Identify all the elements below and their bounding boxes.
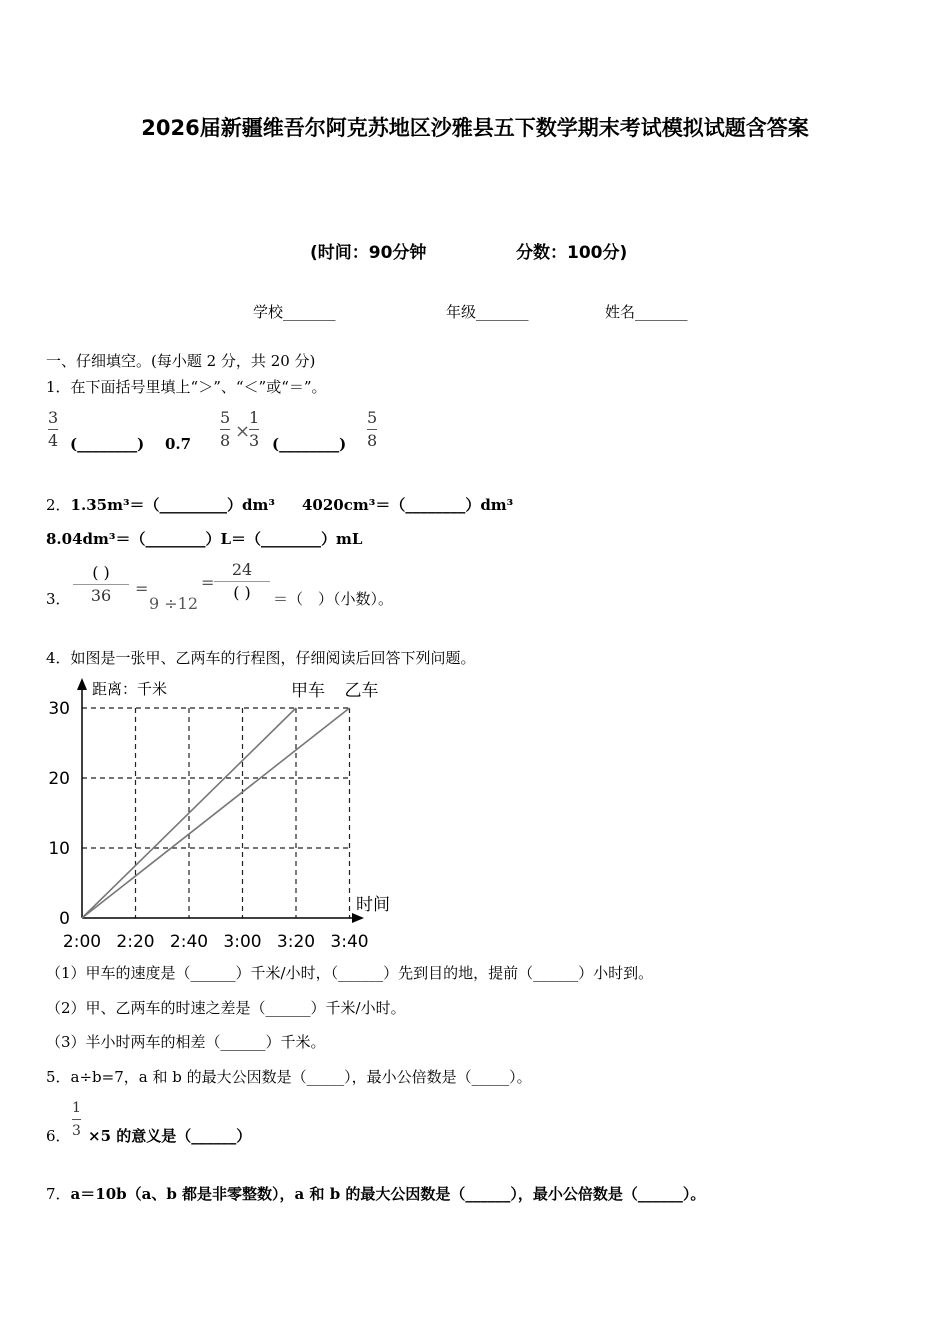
question-number: 5． <box>46 1068 71 1086</box>
y-tick-label: 20 <box>48 769 70 789</box>
series-line-2 <box>82 708 350 918</box>
exam-time: (时间：90分钟 <box>310 243 427 263</box>
value-0-7: 0.7 <box>165 435 192 453</box>
x-tick-label: 2:40 <box>169 932 209 952</box>
denominator: 4 <box>48 431 59 450</box>
x-tick-label: 3:20 <box>276 932 316 952</box>
equals-sign: = <box>135 579 149 598</box>
fraction-5-8: 5 8 <box>220 408 231 450</box>
series-label-1: 甲车 <box>291 681 325 701</box>
x-axis-label: 时间 <box>356 895 390 915</box>
answer-blank[interactable]: (________) <box>272 435 347 453</box>
fraction-24-blank: 24 ( ) <box>214 561 270 602</box>
x-tick-label: 3:40 <box>330 932 369 952</box>
question-text: ×5 的意义是（______） <box>88 1127 252 1145</box>
division-expression: 9 ÷12 <box>149 594 199 613</box>
question-number: 6． <box>46 1127 71 1145</box>
y-tick-label: 10 <box>48 839 70 859</box>
question-4 <box>46 647 476 668</box>
question-text: a÷b=7，a 和 b 的最大公因数是（_____），最小公倍数是（_____）。 <box>70 1068 532 1086</box>
fraction-1-3: 1 3 <box>72 1100 81 1139</box>
y-tick-label: 0 <box>59 909 70 929</box>
question-text: a＝10b（a、b 都是非零整数），a 和 b 的最大公因数是（______），最小公倍数是（______）。 <box>70 1185 706 1203</box>
fraction-5-8b: 5 8 <box>367 408 378 450</box>
travel-chart <box>40 670 420 955</box>
name-field: 姓名_______ <box>605 303 688 321</box>
question-number: 1． <box>46 378 71 396</box>
question-text: 1.35m³＝（_________）dm³ <box>70 496 275 514</box>
x-tick-label: 2:20 <box>116 932 155 952</box>
x-tick-label: 2:00 <box>62 932 102 952</box>
fraction-1-3: 1 3 <box>249 408 260 450</box>
question-number: 4． <box>46 649 71 667</box>
answer-blank[interactable]: (________) <box>70 435 145 453</box>
numerator: 3 <box>48 408 59 427</box>
page-title: 2026届新疆维吾尔阿克苏地区沙雅县五下数学期末考试模拟试题含答案 <box>141 116 809 140</box>
question-text: 如图是一张甲、乙两车的行程图，仔细阅读后回答下列问题。 <box>70 649 476 667</box>
question-4-sub-2: （2）甲、乙两车的时速之差是（______）千米/小时。 <box>46 999 406 1017</box>
question-4-sub-1: （1）甲车的速度是（______）千米/小时，（______）先到目的地，提前（______）小时到。 <box>46 964 654 982</box>
fraction-3-4 <box>48 409 58 450</box>
y-tick-label: 30 <box>48 699 70 719</box>
question-number: 2． <box>46 496 71 514</box>
y-axis-label: 距离：千米 <box>92 680 168 698</box>
fraction-blank-36: ( ) 36 <box>73 564 129 605</box>
question-number: 3． <box>46 590 71 608</box>
section-heading: 一、仔细填空。(每小题 2 分，共 20 分) <box>46 352 316 370</box>
exam-score: 分数：100分) <box>516 243 628 263</box>
question-2-part-b: 4020cm³＝（________）dm³ <box>302 496 514 514</box>
y-axis-arrow <box>77 678 87 690</box>
question-2 <box>46 494 275 515</box>
question-5 <box>46 1066 532 1087</box>
x-tick-label: 3:00 <box>223 932 262 952</box>
question-7 <box>46 1183 705 1204</box>
equals-sign: = <box>201 573 215 592</box>
question-1 <box>46 376 327 397</box>
series-label-2: 乙车 <box>344 681 379 701</box>
question-4-sub-3: （3）半小时两车的相差（______）千米。 <box>46 1033 326 1051</box>
school-field: 学校_______ <box>253 303 336 321</box>
times-sign: × <box>235 421 251 442</box>
decimal-blank: ＝（ ）（小数）。 <box>273 590 394 608</box>
question-2-line-2: 8.04dm³＝（________）L＝（________）mL <box>46 530 363 548</box>
question-text: 在下面括号里填上“＞”、“＜”或“＝”。 <box>70 378 327 396</box>
question-number: 7． <box>46 1185 71 1203</box>
grade-field: 年级_______ <box>446 303 529 321</box>
